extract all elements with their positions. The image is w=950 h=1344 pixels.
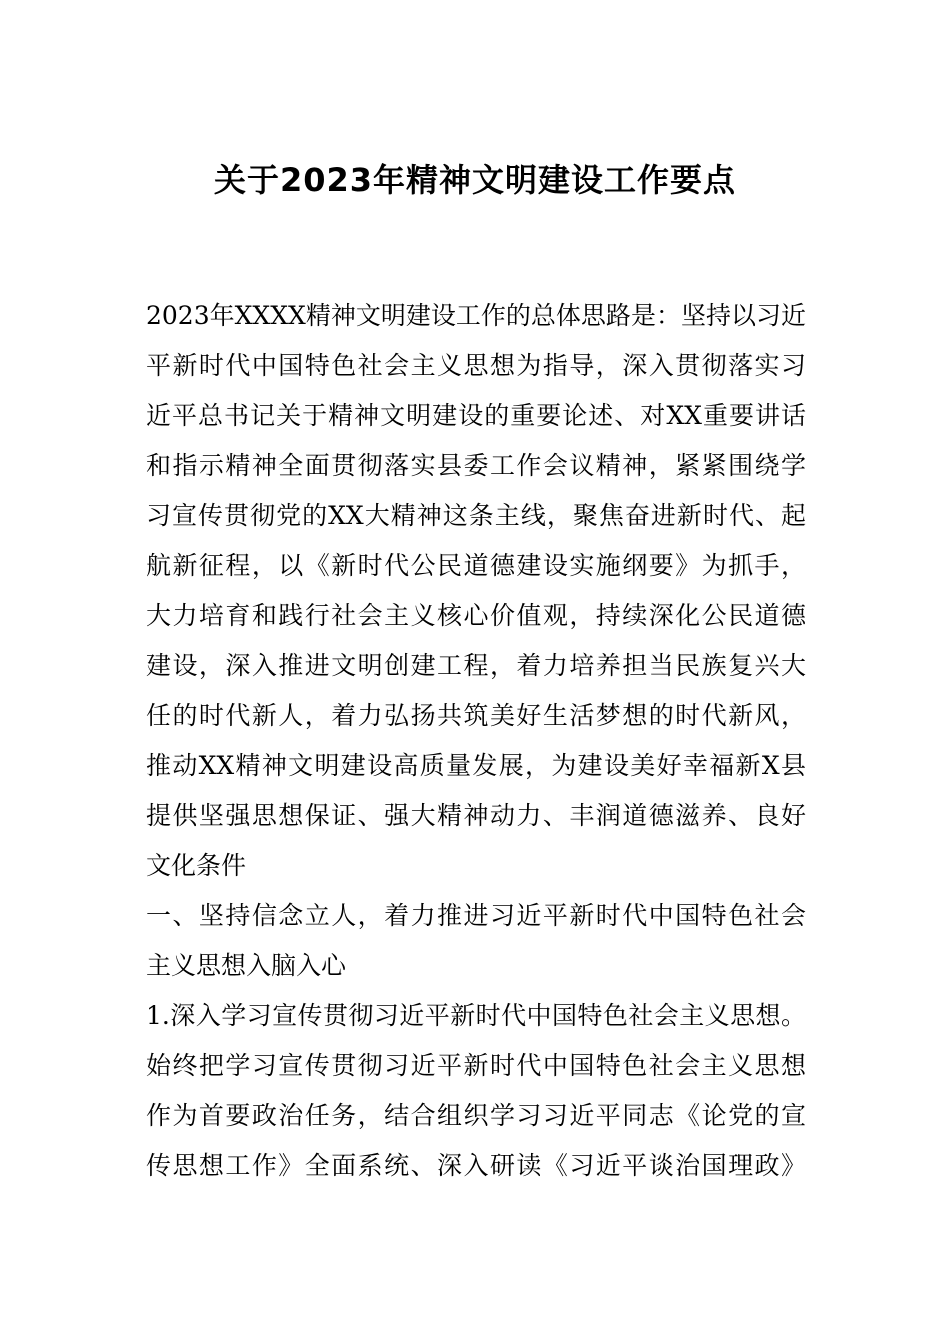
- body-line: 提供坚强思想保证、强大精神动力、丰润道德滋养、良好: [146, 801, 806, 830]
- body-line: 作为首要政治任务，结合组织学习习近平同志《论党的宣: [146, 1101, 806, 1130]
- body-line: 推动XX精神文明建设高质量发展，为建设美好幸福新X县: [146, 751, 806, 780]
- body-line: 大力培育和践行社会主义核心价值观，持续深化公民道德: [146, 601, 806, 630]
- body-line: 习宣传贯彻党的XX大精神这条主线，聚焦奋进新时代、起: [146, 501, 806, 530]
- body-line: 始终把学习宣传贯彻习近平新时代中国特色社会主义思想: [146, 1051, 806, 1080]
- body-line: 和指示精神全面贯彻落实县委工作会议精神，紧紧围绕学: [146, 451, 806, 480]
- body-line: 任的时代新人，着力弘扬共筑美好生活梦想的时代新风，: [146, 701, 806, 730]
- document-body: [146, 291, 806, 1191]
- body-line: 近平总书记关于精神文明建设的重要论述、对XX重要讲话: [146, 401, 806, 430]
- body-line: 建设，深入推进文明创建工程，着力培养担当民族复兴大: [146, 651, 806, 680]
- body-line: 传思想工作》全面系统、深入研读《习近平谈治国理政》: [146, 1151, 806, 1180]
- section-heading: 主义思想入脑入心: [146, 951, 347, 980]
- section-heading: 一、坚持信念立人，着力推进习近平新时代中国特色社会: [146, 901, 806, 930]
- body-line: 平新时代中国特色社会主义思想为指导，深入贯彻落实习: [146, 351, 806, 380]
- body-line: 2023年XXXX精神文明建设工作的总体思路是：坚持以习近: [146, 301, 806, 330]
- subsection-heading: 1.深入学习宣传贯彻习近平新时代中国特色社会主义思想。: [146, 1001, 806, 1030]
- body-line: 航新征程，以《新时代公民道德建设实施纲要》为抓手，: [146, 551, 806, 580]
- body-line: 文化条件: [146, 851, 247, 880]
- document-title: 关于2023年精神文明建设工作要点: [213, 161, 737, 199]
